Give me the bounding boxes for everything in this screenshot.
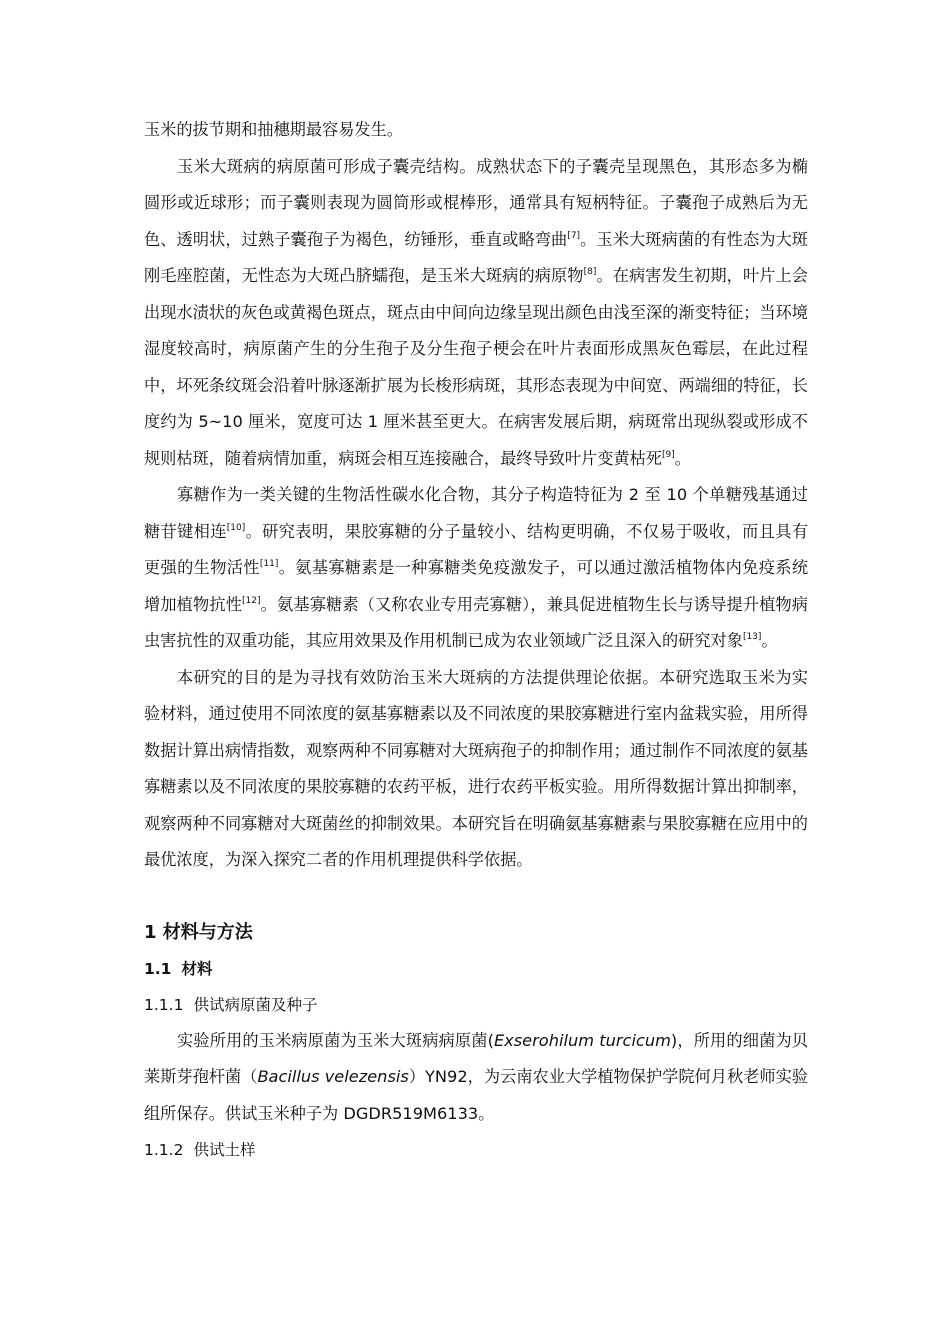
text-run: 玉米大斑病的病原菌可形成子囊壳结构。成熟状态下的子囊壳呈现黑色，其形态多为椭圆形或近球形；而子囊则表现为圆筒形或棍棒形，通常具有短柄特征。子囊孢子成熟后为无色、透明状，过熟子囊孢子为褐色，纺锤形，垂直或略弯曲 bbox=[144, 156, 808, 249]
text-run: )，所用的细菌为贝莱斯芽孢杆菌（ bbox=[144, 1030, 808, 1086]
citation-ref: [8] bbox=[583, 267, 597, 277]
citation-ref: [10] bbox=[226, 522, 246, 533]
document-page bbox=[144, 112, 808, 1168]
subsubsection-heading bbox=[144, 1132, 808, 1168]
heading-text: 供试病原菌及种子 bbox=[193, 995, 318, 1014]
text-run: 实验所用的玉米病原菌为玉米大斑病病原菌( bbox=[177, 1030, 494, 1050]
paragraph-pathogen bbox=[144, 149, 808, 478]
heading-number: 1.1.1 bbox=[144, 995, 184, 1014]
text-run: 。 bbox=[761, 631, 778, 650]
species-name: Exserohilum turcicum bbox=[493, 1030, 671, 1050]
subsection-heading bbox=[144, 951, 808, 987]
text-run: 。氨基寡糖素是一种寡糖类免疫激发子，可以通过激活植物体内免疫系统增加植物抗性 bbox=[144, 558, 809, 614]
paragraph-objective: 本研究的目的是为寻找有效防治玉米大斑病的方法提供理论依据。本研究选取玉米为实验材料，通过使用不同浓度的氨基寡糖素以及不同浓度的果胶寡糖进行室内盆栽实验，用所得数据计算出病情指数，观察两种不同寡糖对大斑病孢子的抑制作用；通过制作不同浓度的氨基寡糖素以及不同浓度的果胶寡糖的农药平板，进行农药平板实验。用所得数据计算出抑制率，观察两种不同寡糖对大斑菌丝的抑制效果。本研究旨在明确氨基寡糖素与果胶寡糖在应用中的最优浓度，为深入探究二者的作用机理提供科学依据。 bbox=[144, 667, 808, 869]
text-run: ）YN92，为云南农业大学植物保护学院何月秋老师实验组所保存。供试玉米种子为 DGDR519M6133。 bbox=[144, 1067, 808, 1123]
heading-text: 供试土样 bbox=[193, 1141, 256, 1159]
text-run: 。玉米大斑病菌的有性态为大斑刚毛座腔菌，无性态为大斑凸脐蠕孢，是玉米大斑病的病原物 bbox=[144, 229, 808, 285]
paragraph-materials bbox=[144, 1023, 808, 1133]
text-run: 。在病害发生初期，叶片上会出现水渍状的灰色或黄褐色斑点，斑点由中间向边缘呈现出颜色由浅至深的渐变特征；当环境湿度较高时，病原菌产生的分生孢子及分生孢子梗会在叶片表面形成黑灰色霉层，在此过程中，坏死条纹斑会沿着叶脉逐渐扩展为长梭形病斑，其形态表现为中间宽、两端细的特征，长度约为 5~10 厘米，宽度可达 1 厘米甚至更大。在病害发展后期，病斑常出现纵裂或形成不规则枯斑，随着病情加重，病斑会相互连接融合，最终导致叶片变黄枯死 bbox=[144, 266, 808, 468]
citation-ref: [7] bbox=[567, 230, 581, 241]
text-run: 寡糖作为一类关键的生物活性碳水化合物，其分子构造特征为 2 至 10 个单糖残基通过糖苷键相连 bbox=[144, 485, 808, 541]
species-name: Bacillus velezensis bbox=[257, 1067, 409, 1086]
text-run: 。氨基寡糖素（又称农业专用壳寡糖），兼具促进植物生长与诱导提升植物病虫害抗性的双重功能，其应用效果及作用机制已成为农业领域广泛且深入的研究对象 bbox=[144, 594, 808, 650]
citation-ref: [13] bbox=[742, 632, 762, 642]
citation-ref: [9] bbox=[662, 449, 675, 460]
heading-number: 1.1.2 bbox=[144, 1141, 184, 1159]
heading-number: 1.1 bbox=[144, 959, 172, 978]
heading-text: 材料 bbox=[181, 959, 213, 978]
paragraph-continuation: 玉米的拔节期和抽穗期最容易发生。 bbox=[144, 120, 403, 139]
citation-ref: [11] bbox=[259, 559, 279, 569]
subsubsection-heading bbox=[144, 987, 808, 1023]
paragraph-oligosaccharide bbox=[144, 477, 808, 660]
text-run: 。研究表明，果胶寡糖的分子量较小、结构更明确，不仅易于吸收，而且具有更强的生物活性 bbox=[144, 521, 809, 577]
section-heading: 1 材料与方法 bbox=[144, 921, 253, 943]
citation-ref: [12] bbox=[242, 595, 261, 606]
text-run: 。 bbox=[674, 448, 691, 468]
